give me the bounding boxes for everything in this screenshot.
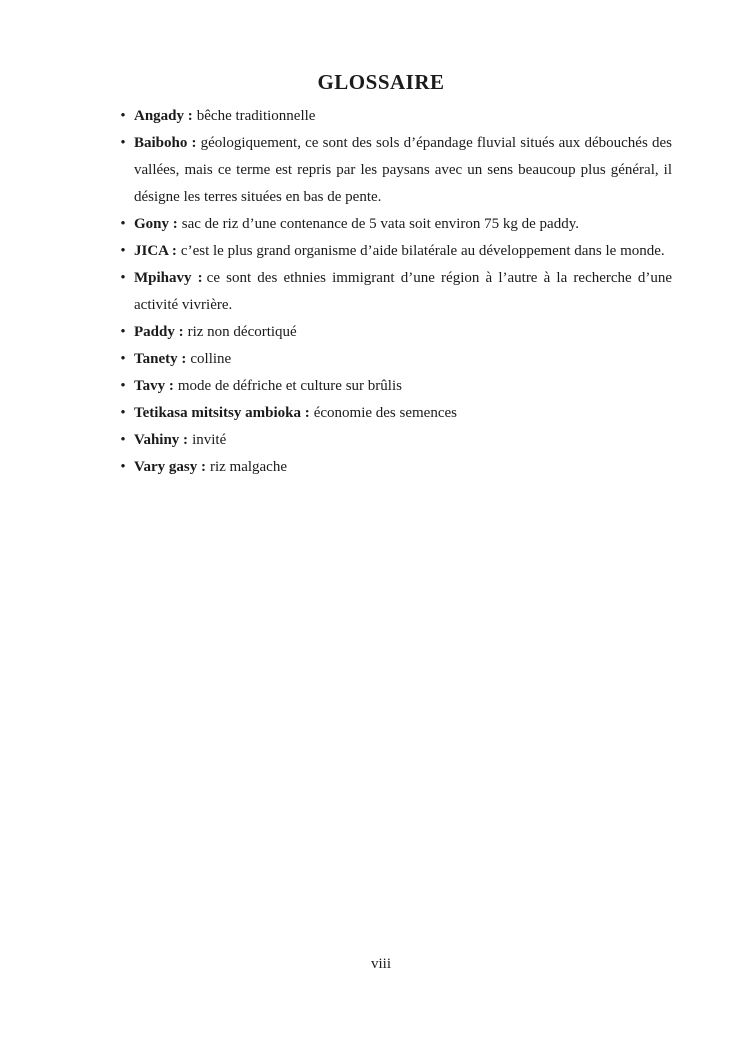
page-title: GLOSSAIRE xyxy=(317,70,445,94)
definition-text: riz non décortiqué xyxy=(187,324,297,340)
term-label: Vary gasy : xyxy=(134,459,206,475)
glossary-item xyxy=(90,346,672,373)
term-label: Gony : xyxy=(134,216,178,232)
definition-text: ce sont des ethnies immigrant d’une région à l’autre à la recherche d’une activité vivrière. xyxy=(134,270,672,313)
glossary-item xyxy=(90,400,672,427)
term-label: Angady : xyxy=(134,108,193,124)
glossary-item xyxy=(90,211,672,238)
page-number: viii xyxy=(370,956,391,972)
term-label: Baiboho : xyxy=(134,135,197,151)
glossary-item xyxy=(90,454,672,481)
term-label: Mpihavy : xyxy=(134,270,203,286)
term-label: Tetikasa mitsitsy ambioka : xyxy=(134,405,310,421)
bullet-icon: • xyxy=(120,351,126,367)
bullet-icon: • xyxy=(120,270,126,286)
definition-text: géologiquement, ce sont des sols d’épandage fluvial situés aux débouchés des vallées, mais ce terme est repris par les paysans avec un sens beaucoup plus général, il désigne les terres situées en bas de pente. xyxy=(134,135,672,205)
definition-text: sac de riz d’une contenance de 5 vata soit environ 75 kg de paddy. xyxy=(181,216,579,232)
glossary-item xyxy=(90,319,672,346)
definition-text: colline xyxy=(190,351,232,367)
bullet-icon: • xyxy=(120,378,126,394)
bullet-icon: • xyxy=(120,216,126,232)
term-label: Paddy : xyxy=(134,324,184,340)
term-label: Tavy : xyxy=(134,378,174,394)
definition-text: économie des semences xyxy=(313,405,457,421)
glossary-item xyxy=(90,265,672,319)
glossary-item xyxy=(90,427,672,454)
bullet-icon: • xyxy=(120,135,126,151)
term-label: Tanety : xyxy=(134,351,187,367)
glossary-item xyxy=(90,130,672,211)
page-content xyxy=(90,0,672,481)
glossary-item xyxy=(90,103,672,130)
bullet-icon: • xyxy=(120,324,126,340)
glossary-item xyxy=(90,373,672,400)
bullet-icon: • xyxy=(120,459,126,475)
bullet-icon: • xyxy=(120,432,126,448)
definition-text: riz malgache xyxy=(209,459,287,475)
glossary-list xyxy=(90,103,672,481)
term-label: Vahiny : xyxy=(134,432,189,448)
definition-text: bêche traditionnelle xyxy=(196,108,316,124)
bullet-icon: • xyxy=(120,243,126,259)
definition-text: c’est le plus grand organisme d’aide bilatérale au développement dans le monde. xyxy=(180,243,665,259)
definition-text: invité xyxy=(192,432,227,448)
term-label: JICA : xyxy=(134,243,177,259)
bullet-icon: • xyxy=(120,405,126,421)
glossary-item xyxy=(90,238,672,265)
bullet-icon: • xyxy=(120,108,126,124)
definition-text: mode de défriche et culture sur brûlis xyxy=(177,378,402,394)
